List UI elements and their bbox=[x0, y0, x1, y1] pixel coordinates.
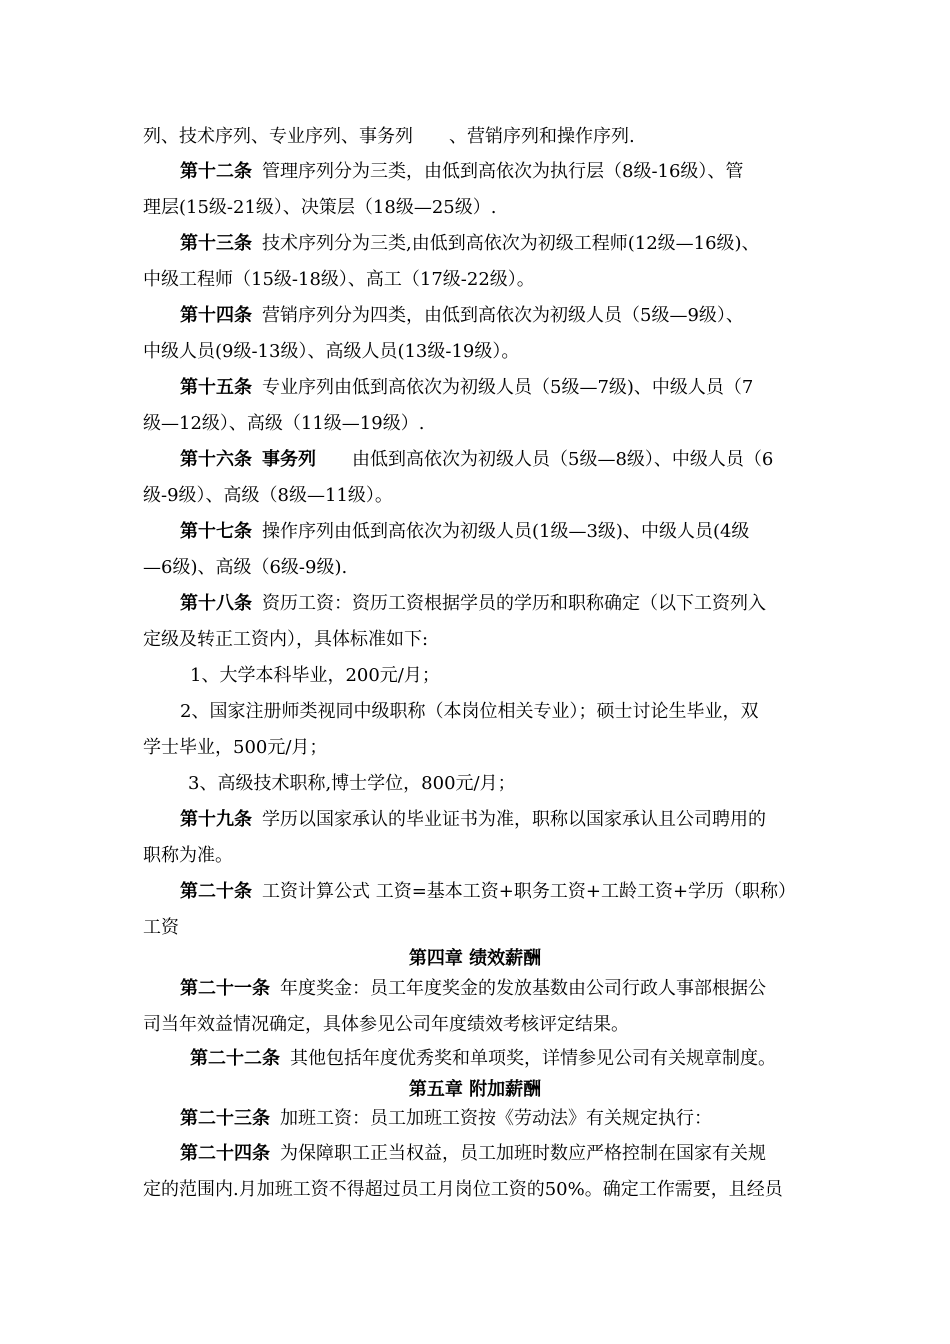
article-number: 第十三条 bbox=[180, 233, 252, 254]
chapter-heading: 第四章 绩效薪酬 bbox=[408, 948, 542, 969]
line-text: 为保障职工正当权益，员工加班时数应严格控制在国家有关规 bbox=[280, 1143, 766, 1164]
line-text: 列、技术序列、专业序列、事务列 bbox=[143, 126, 413, 147]
text-line bbox=[0, 483, 950, 509]
article-20 bbox=[0, 879, 950, 905]
article-22 bbox=[0, 1046, 950, 1072]
article-number: 第十二条 bbox=[180, 161, 252, 182]
article-number: 第二十二条 bbox=[190, 1048, 280, 1069]
line-text: 1、大学本科毕业，200元/月； bbox=[190, 665, 440, 686]
line-text: 理层(15级-21级）、决策层（18级—25级）. bbox=[143, 197, 497, 218]
line-text: 管理序列分为三类，由低到高依次为执行层（8级-16级）、管 bbox=[262, 161, 744, 182]
article-number: 第十六条 bbox=[180, 449, 252, 470]
line-text: 中级工程师（15级-18级）、高工（17级-22级）。 bbox=[143, 269, 535, 290]
line-text: 年度奖金：员工年度奖金的发放基数由公司行政人事部根据公 bbox=[280, 978, 766, 999]
line-text: 专业序列由低到高依次为初级人员（5级—7级)、中级人员（7 bbox=[262, 377, 754, 398]
line-text: 3、高级技术职称,博士学位，800元/月； bbox=[188, 773, 516, 794]
text-line bbox=[0, 195, 950, 221]
line-text: —6级)、高级（6级-9级). bbox=[143, 557, 348, 578]
text-line bbox=[0, 915, 950, 941]
text-line bbox=[0, 627, 950, 653]
text-line bbox=[0, 411, 950, 437]
line-text: 工资 bbox=[143, 917, 179, 938]
line-text: 操作序列由低到高依次为初级人员(1级—3级)、中级人员(4级 bbox=[262, 521, 750, 542]
list-item bbox=[0, 771, 950, 797]
article-number: 第二十三条 bbox=[180, 1108, 270, 1129]
line-text: 技术序列分为三类,由低到高依次为初级工程师(12级—16级)、 bbox=[262, 233, 760, 254]
text-line bbox=[0, 555, 950, 581]
list-item bbox=[0, 699, 950, 725]
text-line bbox=[0, 1012, 950, 1038]
article-number: 第二十一条 bbox=[180, 978, 270, 999]
line-text: 定级及转正工资内），具体标准如下: bbox=[143, 629, 429, 650]
article-17 bbox=[0, 519, 950, 545]
text-line bbox=[0, 735, 950, 761]
line-text: 其他包括年度优秀奖和单项奖，详情参见公司有关规章制度。 bbox=[290, 1048, 776, 1069]
text-line bbox=[0, 339, 950, 365]
list-item bbox=[0, 663, 950, 689]
article-19 bbox=[0, 807, 950, 833]
text-line bbox=[0, 267, 950, 293]
chapter-heading: 第五章 附加薪酬 bbox=[408, 1079, 542, 1100]
article-16 bbox=[0, 447, 950, 473]
bold-term: 事务列 bbox=[262, 449, 316, 470]
article-24 bbox=[0, 1141, 950, 1167]
article-14 bbox=[0, 303, 950, 329]
article-number: 第二十条 bbox=[180, 881, 252, 902]
line-text: 、营销序列和操作序列. bbox=[449, 126, 635, 147]
text-line bbox=[0, 1177, 950, 1203]
line-text: 学士毕业，500元/月； bbox=[143, 737, 328, 758]
line-text: 2、国家注册师类视同中级职称（本岗位相关专业）；硕士讨论生毕业，双 bbox=[180, 701, 759, 722]
article-12 bbox=[0, 159, 950, 185]
line-text: 加班工资：员工加班工资按《劳动法》有关规定执行： bbox=[280, 1108, 712, 1129]
text-line bbox=[0, 124, 950, 150]
line-text: 级-9级）、高级（8级—11级）。 bbox=[143, 485, 393, 506]
line-text: 由低到高依次为初级人员（5级—8级）、中级人员（6 bbox=[352, 449, 774, 470]
article-number: 第十九条 bbox=[180, 809, 252, 830]
article-number: 第十八条 bbox=[180, 593, 252, 614]
line-text: 职称为准。 bbox=[143, 845, 233, 866]
article-15 bbox=[0, 375, 950, 401]
line-text: 中级人员(9级-13级）、高级人员(13级-19级）。 bbox=[143, 341, 520, 362]
article-23 bbox=[0, 1106, 950, 1132]
line-text: 司当年效益情况确定，具体参见公司年度绩效考核评定结果。 bbox=[143, 1014, 629, 1035]
line-text: 定的范围内.月加班工资不得超过员工月岗位工资的50%。确定工作需要，且经员 bbox=[143, 1179, 783, 1200]
line-text: 学历以国家承认的毕业证书为准，职称以国家承认且公司聘用的 bbox=[262, 809, 766, 830]
line-text: 资历工资：资历工资根据学员的学历和职称确定（以下工资列入 bbox=[262, 593, 766, 614]
line-text: 营销序列分为四类，由低到高依次为初级人员（5级—9级）、 bbox=[262, 305, 744, 326]
article-13 bbox=[0, 231, 950, 257]
line-text: 工资计算公式 工资=基本工资+职务工资+工龄工资+学历（职称） bbox=[262, 881, 797, 902]
text-line bbox=[0, 843, 950, 869]
article-number: 第二十四条 bbox=[180, 1143, 270, 1164]
article-18 bbox=[0, 591, 950, 617]
article-number: 第十七条 bbox=[180, 521, 252, 542]
article-21 bbox=[0, 976, 950, 1002]
line-text: 级—12级）、高级（11级—19级）. bbox=[143, 413, 425, 434]
article-number: 第十四条 bbox=[180, 305, 252, 326]
article-number: 第十五条 bbox=[180, 377, 252, 398]
